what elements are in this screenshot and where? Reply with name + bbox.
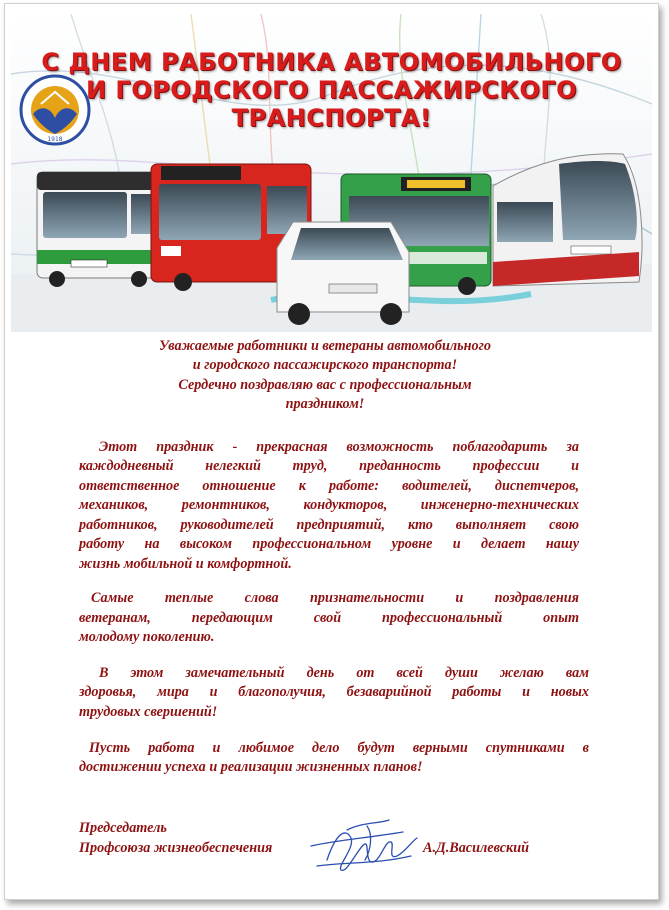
title-line-1: С ДНЕМ РАБОТНИКА АВТОМОБИЛЬНОГО <box>41 48 622 76</box>
paragraph-line: жизнь мобильной и комфортной. <box>79 556 292 572</box>
bus-left <box>37 172 159 287</box>
greeting-line: праздником! <box>285 396 365 412</box>
greeting-line: Уважаемые работники и ветераны автомобильного <box>159 338 491 354</box>
paragraph-line: Самые теплые слова признательности и поздравления <box>91 590 579 606</box>
paragraph-line: трудовых свершений! <box>79 704 218 720</box>
paragraph-line: достижении успеха и реализации жизненных планов! <box>79 759 423 775</box>
handwritten-signature <box>307 816 422 876</box>
paragraph-line: ветеранам, передающим свой профессиональный опыт <box>79 610 579 626</box>
van-white <box>277 222 409 325</box>
paragraph-line: работников, руководителей предприятий, кто выполняет свою <box>79 517 579 533</box>
paragraph-line: ответственное отношение к работе: водителей, диспетчеров, <box>79 478 579 494</box>
header-banner <box>11 14 652 332</box>
signature-position: Председатель <box>79 820 167 836</box>
paragraph-line: молодому поколению. <box>79 629 215 645</box>
greeting-line: и городского пассажирского транспорта! <box>192 357 458 373</box>
paragraph-line: работу на высоком профессиональном уровне и делает нашу <box>79 536 579 552</box>
paragraph-line: Этот праздник - прекрасная возможность поблагодарить за <box>99 439 579 455</box>
paragraph-line: каждодневный нелегкий труд, преданность профессии и <box>79 458 579 474</box>
paragraph-line: здоровья, мира и благополучия, безаварийной работы и новых <box>79 684 589 700</box>
postcard <box>4 3 659 900</box>
signature-position: Профсоюза жизнеобеспечения <box>79 840 273 856</box>
greeting-line: Сердечно поздравляю вас с профессиональным <box>178 377 472 393</box>
title-line-2: И ГОРОДСКОГО ПАССАЖИРСКОГО <box>85 76 578 104</box>
signature-name: А.Д.Василевский <box>423 840 529 856</box>
paragraph-line: В этом замечательный день от всей души желаю вам <box>99 665 589 681</box>
paragraph-line: механиков, ремонтников, кондукторов, инженерно-технических <box>79 497 579 513</box>
svg-text:1918: 1918 <box>47 136 63 143</box>
paragraph-line: Пусть работа и любимое дело будут верными спутниками в <box>89 740 589 756</box>
title-line-3: ТРАНСПОРТА! <box>231 104 432 132</box>
